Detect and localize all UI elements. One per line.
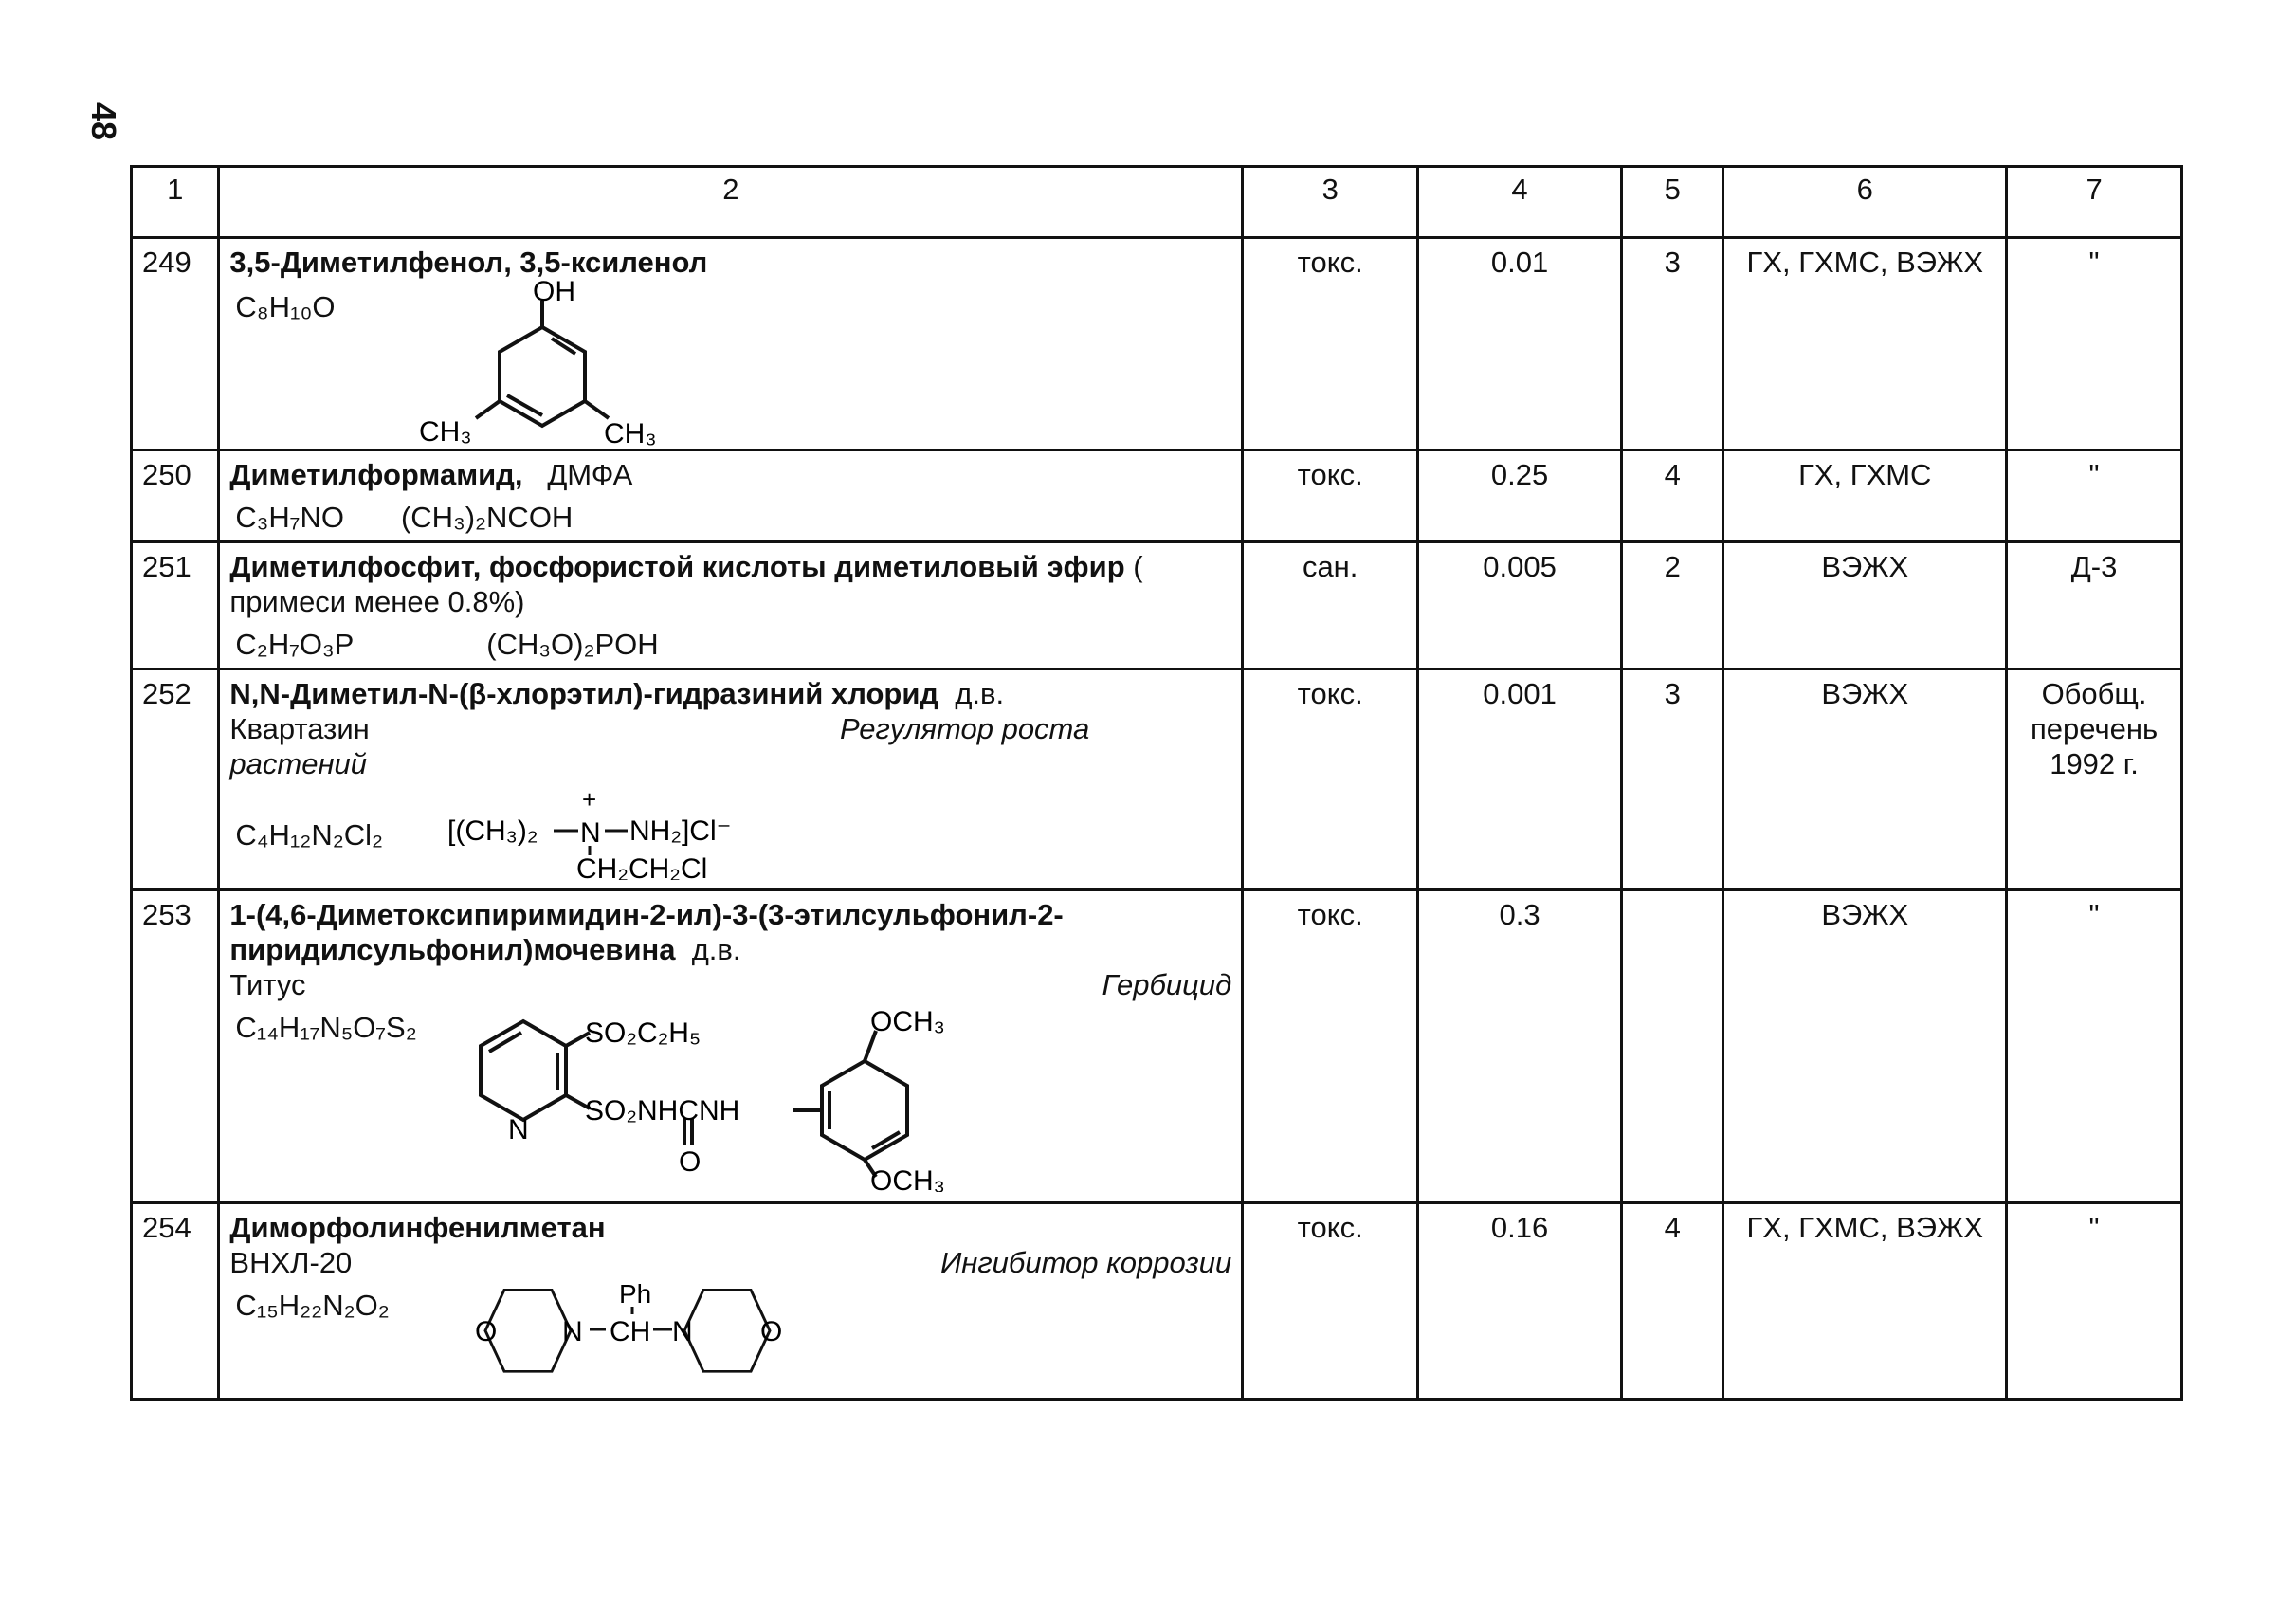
hazard-type: токс. xyxy=(1243,1203,1418,1400)
usage: Регулятор роста xyxy=(839,712,1090,745)
hazard-class: 3 xyxy=(1621,669,1722,890)
usage: Гербицид xyxy=(1102,968,1232,1001)
chain-label: CH₂CH₂Cl xyxy=(576,853,708,880)
substance-name: N,N-Диметил-N-(β-хлорэтил)-гидразиний хлорид xyxy=(229,677,939,710)
hazard-type: токс. xyxy=(1243,238,1418,450)
table-row xyxy=(132,890,2182,1203)
nitrogen-label: N xyxy=(580,817,602,849)
structural-formula: (CH₃O)₂POH xyxy=(486,628,659,661)
substance-name: 3,5-Диметилфенол, 3,5-ксиленол xyxy=(229,246,708,279)
analysis-method: ВЭЖХ xyxy=(1723,669,2007,890)
structure-diagram xyxy=(447,1002,1168,1192)
limit-value: 0.001 xyxy=(1418,669,1622,890)
nitrogen-right-label: N xyxy=(672,1316,694,1347)
structure-diagram xyxy=(447,785,940,880)
reference: " xyxy=(2007,450,2182,542)
table-row xyxy=(132,1203,2182,1400)
phenyl-label: Ph xyxy=(619,1280,652,1309)
molecular-formula: C₁₅H₂₂N₂O₂ xyxy=(235,1289,390,1322)
header-col-3: 3 xyxy=(1243,167,1418,238)
sulfonyl-ethyl-label: SO₂C₂H₅ xyxy=(585,1017,702,1049)
substance-cell xyxy=(219,669,1243,890)
methine-label: CH xyxy=(610,1316,651,1347)
substance-cell xyxy=(219,450,1243,542)
trade-name: ВНХЛ-20 xyxy=(229,1246,353,1279)
ch3-right-label: CH₃ xyxy=(604,418,657,446)
molecular-formula: C₈H₁₀O xyxy=(235,290,336,323)
substance-abbreviation: ДМФА xyxy=(547,458,633,491)
usage-continued: растений xyxy=(229,747,367,780)
analysis-method: ГХ, ГХМС, ВЭЖХ xyxy=(1723,1203,2007,1400)
molecular-formula: C₁₄H₁₇N₅O₇S₂ xyxy=(235,1011,417,1044)
reference: " xyxy=(2007,1203,2182,1400)
limit-value: 0.01 xyxy=(1418,238,1622,450)
row-number: 250 xyxy=(132,450,219,542)
substance-cell xyxy=(219,238,1243,450)
hazard-type: токс. xyxy=(1243,450,1418,542)
limit-value: 0.25 xyxy=(1418,450,1622,542)
limit-value: 0.3 xyxy=(1418,890,1622,1203)
header-col-1: 1 xyxy=(132,167,219,238)
reference: " xyxy=(2007,890,2182,1203)
structure-diagram xyxy=(410,280,789,446)
row-number: 249 xyxy=(132,238,219,450)
substance-cell xyxy=(219,542,1243,669)
active-substance-mark: д.в. xyxy=(691,933,741,966)
trade-name: Титус xyxy=(229,968,306,1001)
header-col-6: 6 xyxy=(1723,167,2007,238)
substance-name: Диметилформамид, xyxy=(229,458,523,491)
header-row xyxy=(132,167,2182,238)
hazard-class: 4 xyxy=(1621,1203,1722,1400)
hazard-type: токс. xyxy=(1243,669,1418,890)
nitrogen-left-label: N xyxy=(562,1316,584,1347)
right-group-label: NH₂]Cl⁻ xyxy=(629,815,732,847)
pyridine-nitrogen-label: N xyxy=(508,1114,530,1145)
substance-cell xyxy=(219,890,1243,1203)
oxygen-left-label: O xyxy=(475,1316,498,1347)
molecular-formula: C₃H₇NO xyxy=(235,501,344,534)
header-col-4: 4 xyxy=(1418,167,1622,238)
hazard-class: 3 xyxy=(1621,238,1722,450)
limit-value: 0.16 xyxy=(1418,1203,1622,1400)
left-group-label: [(CH₃)₂ xyxy=(447,815,538,847)
row-number: 252 xyxy=(132,669,219,890)
trade-name: Квартазин xyxy=(229,712,370,745)
hazard-class: 4 xyxy=(1621,450,1722,542)
table-row xyxy=(132,542,2182,669)
molecular-formula: C₄H₁₂N₂Cl₂ xyxy=(235,818,384,852)
table-row xyxy=(132,669,2182,890)
analysis-method: ВЭЖХ xyxy=(1723,542,2007,669)
header-col-5: 5 xyxy=(1621,167,1722,238)
analysis-method: ВЭЖХ xyxy=(1723,890,2007,1203)
reference: Обобщ. перечень 1992 г. xyxy=(2007,669,2182,890)
oh-label: OH xyxy=(533,280,576,307)
hazard-class: 2 xyxy=(1621,542,1722,669)
header-col-2: 2 xyxy=(219,167,1243,238)
substance-name: Диметилфосфит, фосфористой кислоты диметиловый эфир xyxy=(229,550,1125,583)
substance-cell xyxy=(219,1203,1243,1400)
substance-table xyxy=(130,165,2183,1401)
substance-note: ( примеси менее 0.8%) xyxy=(229,550,1143,618)
linker-label: SO₂NHCNH xyxy=(585,1095,740,1127)
usage: Ингибитор коррозии xyxy=(940,1246,1232,1279)
methoxy-top-label: OCH₃ xyxy=(870,1006,946,1037)
limit-value: 0.005 xyxy=(1418,542,1622,669)
methoxy-bottom-label: OCH₃ xyxy=(870,1165,946,1192)
analysis-method: ГХ, ГХМС, ВЭЖХ xyxy=(1723,238,2007,450)
active-substance-mark: д.в. xyxy=(955,677,1005,710)
charge-plus-label: + xyxy=(582,785,597,814)
carbonyl-oxygen-label: O xyxy=(679,1146,702,1178)
row-number: 254 xyxy=(132,1203,219,1400)
molecular-formula: C₂H₇O₃P xyxy=(235,628,355,661)
hazard-type: токс. xyxy=(1243,890,1418,1203)
row-number: 253 xyxy=(132,890,219,1203)
structure-diagram xyxy=(471,1280,945,1384)
substance-name: Диморфолинфенилметан xyxy=(229,1211,606,1244)
page-number: 48 xyxy=(84,102,123,141)
table-row xyxy=(132,238,2182,450)
hazard-class xyxy=(1621,890,1722,1203)
structural-formula: (CH₃)₂NCOH xyxy=(400,501,574,534)
ch3-left-label: CH₃ xyxy=(419,416,472,446)
reference: " xyxy=(2007,238,2182,450)
header-col-7: 7 xyxy=(2007,167,2182,238)
analysis-method: ГХ, ГХМС xyxy=(1723,450,2007,542)
substance-name: 1-(4,6-Диметоксипиримидин-2-ил)-3-(3-этилсульфонил-2-пиридилсульфонил)мочевина xyxy=(229,898,1064,966)
oxygen-right-label: O xyxy=(760,1316,783,1347)
reference: Д-3 xyxy=(2007,542,2182,669)
row-number: 251 xyxy=(132,542,219,669)
hazard-type: сан. xyxy=(1243,542,1418,669)
table-row xyxy=(132,450,2182,542)
